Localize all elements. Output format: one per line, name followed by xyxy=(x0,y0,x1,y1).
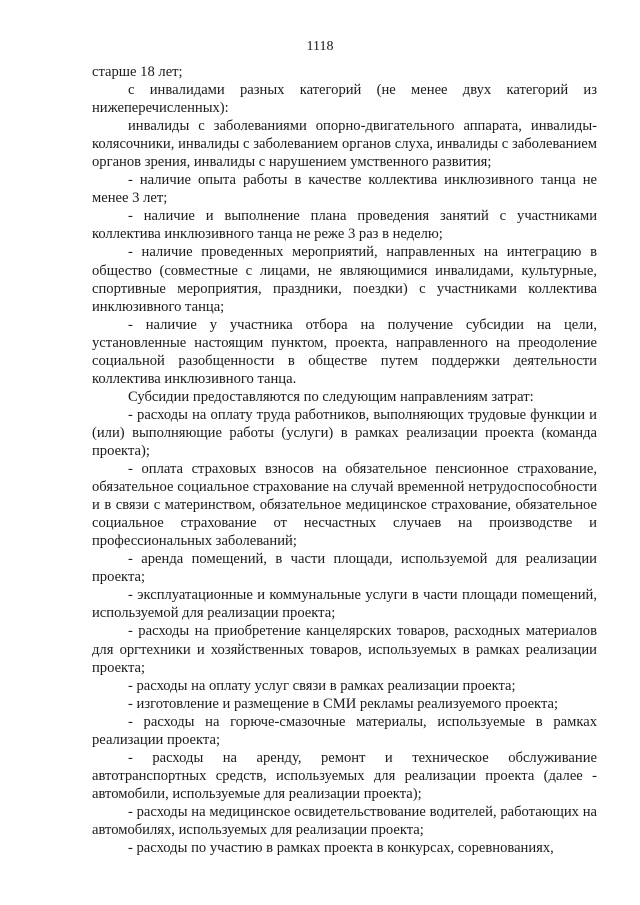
paragraph-insurance: - оплата страховых взносов на обязательное пенсионное страхование, обязательное социальное страхование на случай временной нетрудоспособности и в связи с материнством, обязательное медицинское страхование, обязательное социальное страхование от несчастных случаев на производстве и профессиональных заболеваний; xyxy=(92,461,597,550)
paragraph-fuel: - расходы на горюче-смазочные материалы, используемые в рамках реализации проекта; xyxy=(92,713,597,748)
page-number: 1118 xyxy=(306,39,334,54)
paragraph-office-supplies: - расходы на приобретение канцелярских товаров, расходных материалов для оргтехники и хозяйственных товаров, используемых в рамках реализации проекта; xyxy=(92,623,597,676)
paragraph-utilities: - эксплуатационные и коммунальные услуги в части площади помещений, используемой для реализации проекта; xyxy=(92,587,597,622)
paragraph-vehicles: - расходы на аренду, ремонт и техническое обслуживание автотранспортных средств, используемых для реализации проекта (далее - автомобили, используемые для реализации проекта); xyxy=(92,749,597,802)
paragraph-age: старше 18 лет; xyxy=(92,64,183,80)
paragraph-integration-events: - наличие проведенных мероприятий, направленных на интеграцию в общество (совместные с лицами, не являющимися инвалидами, культурные, спортивные мероприятия, праздники, поездки) с участниками коллектива инклюзивного танца; xyxy=(92,244,597,315)
document-body xyxy=(92,63,597,857)
paragraph-premises-rent: - аренда помещений, в части площади, используемой для реализации проекта; xyxy=(92,551,597,586)
paragraph-class-plan: - наличие и выполнение плана проведения занятий с участниками коллектива инклюзивного танца не реже 3 раз в неделю; xyxy=(92,208,597,243)
paragraph-advertising: - изготовление и размещение в СМИ рекламы реализуемого проекта; xyxy=(128,695,559,712)
paragraph-disability-categories: с инвалидами разных категорий (не менее двух категорий из нижеперечисленных): xyxy=(92,82,597,117)
paragraph-experience: - наличие опыта работы в качестве коллектива инклюзивного танца не менее 3 лет; xyxy=(92,172,597,207)
paragraph-medical-exam: - расходы на медицинское освидетельствование водителей, работающих на автомобилях, используемых для реализации проекта; xyxy=(92,803,597,838)
paragraph-disability-list: инвалиды с заболеваниями опорно-двигательного аппарата, инвалиды-колясочники, инвалиды с заболеванием органов слуха, инвалиды с заболеванием органов зрения, инвалиды с нарушением умственного развития; xyxy=(92,118,597,171)
paragraph-subsidy-directions: Субсидии предоставляются по следующим направлениям затрат: xyxy=(128,388,534,405)
paragraph-communications: - расходы на оплату услуг связи в рамках реализации проекта; xyxy=(128,677,516,694)
paragraph-project: - наличие у участника отбора на получение субсидии на цели, установленные настоящим пунктом, проекта, направленного на преодоление социальной разобщенности в обществе путем поддержки деятельности коллектива инклюзивного танца. xyxy=(92,316,597,387)
paragraph-labor-costs: - расходы на оплату труда работников, выполняющих трудовые функции и (или) выполняющие работы (услуги) в рамках реализации проекта (команда проекта); xyxy=(92,406,597,459)
paragraph-competitions: - расходы по участию в рамках проекта в конкурсах, соревнованиях, xyxy=(128,840,554,857)
